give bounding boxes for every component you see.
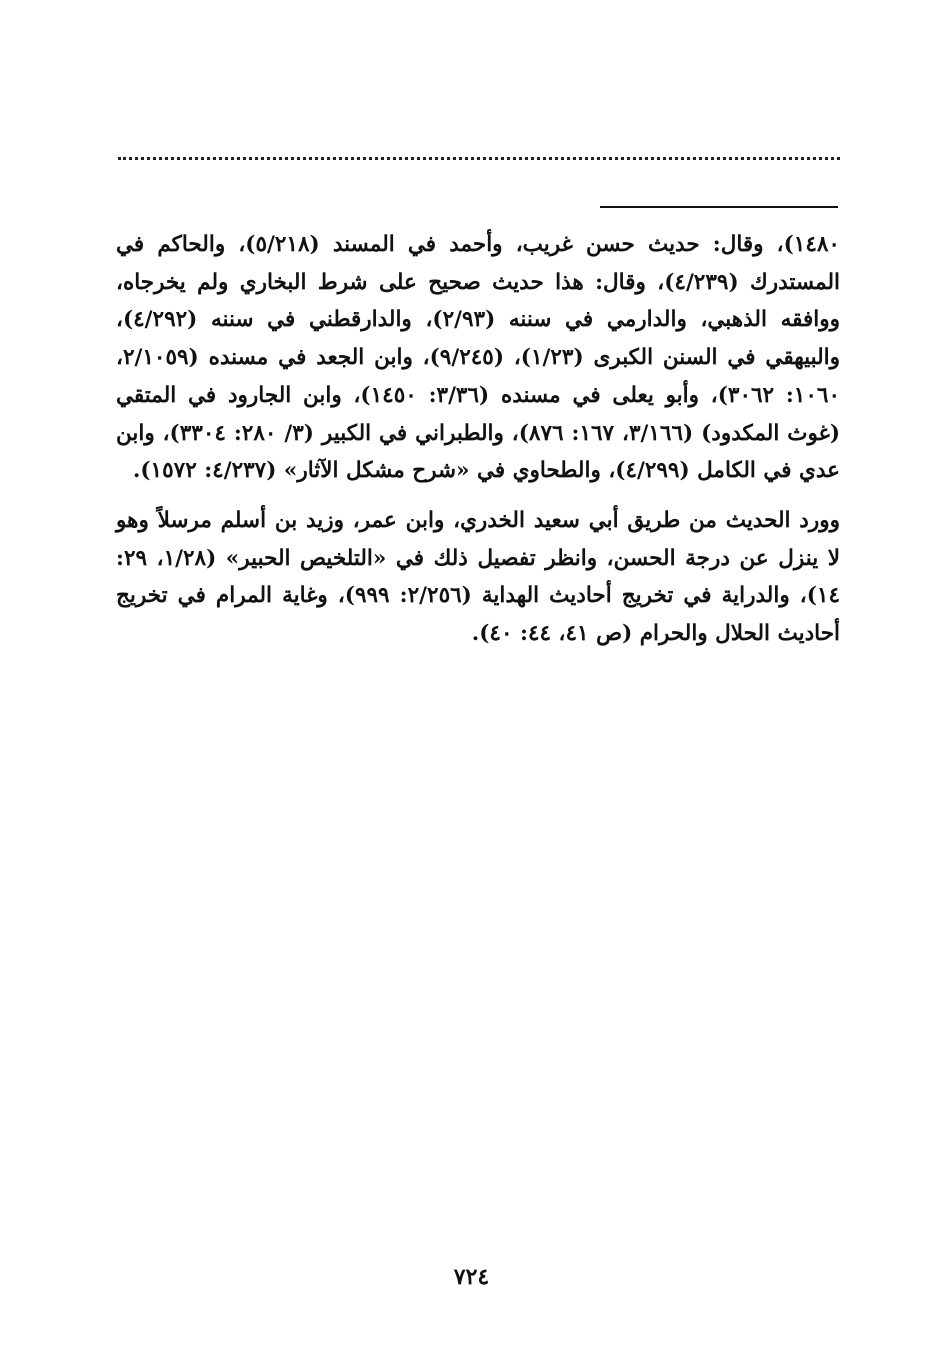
footnote-paragraph-1: ١٤٨٠)، وقال: حديث حسن غريب، وأحمد في المسند (٥/٢١٨)، والحاكم في المستدرك (٤/٢٣٩)، وقال: هذا حديث صحيح على شرط البخاري ولم يخرجاه، ووافقه الذهبي، والدارمي في سننه (٢/٩٣)، والدارقطني في سننه (٤/٢٩٢)، والبيهقي في السنن الكبرى (١/٢٣)، (٩/٢٤٥)، وابن الجعد في مسنده (٢/١٠٥٩، ١٠٦٠: ٣٠٦٢)، وأبو يعلى في مسنده (٣/٣٦: ١٤٥٠)، وابن الجارود في المتقي (غوث المكدود) (٣/١٦٦، ١٦٧: ٨٧٦)، والطبراني في الكبير (٣/ ٢٨٠: ٣٣٠٤)، وابن عدي في الكامل (٤/٢٩٩)، والطحاوي في «شرح مشكل الآثار» (٤/٢٣٧: ١٥٧٢).: [116, 232, 841, 484]
footnote-separator-line: [600, 206, 838, 208]
dotted-separator: [118, 157, 840, 160]
footnotes-section: [116, 226, 840, 653]
page-number: ٧٢٤: [453, 1264, 490, 1290]
footnote-paragraph-2: وورد الحديث من طريق أبي سعيد الخدري، وابن عمر، وزيد بن أسلم مرسلاً وهو لا ينزل عن درجة الحسن، وانظر تفصيل ذلك في «التلخيص الحبير» (١/٢٨، ٢٩: ١٤)، والدراية في تخريج أحاديث الهداية (٢/٢٥٦: ٩٩٩)، وغاية المرام في تخريج أحاديث الحلال والحرام (ص ٤١، ٤٤: ٤٠).: [116, 507, 840, 647]
